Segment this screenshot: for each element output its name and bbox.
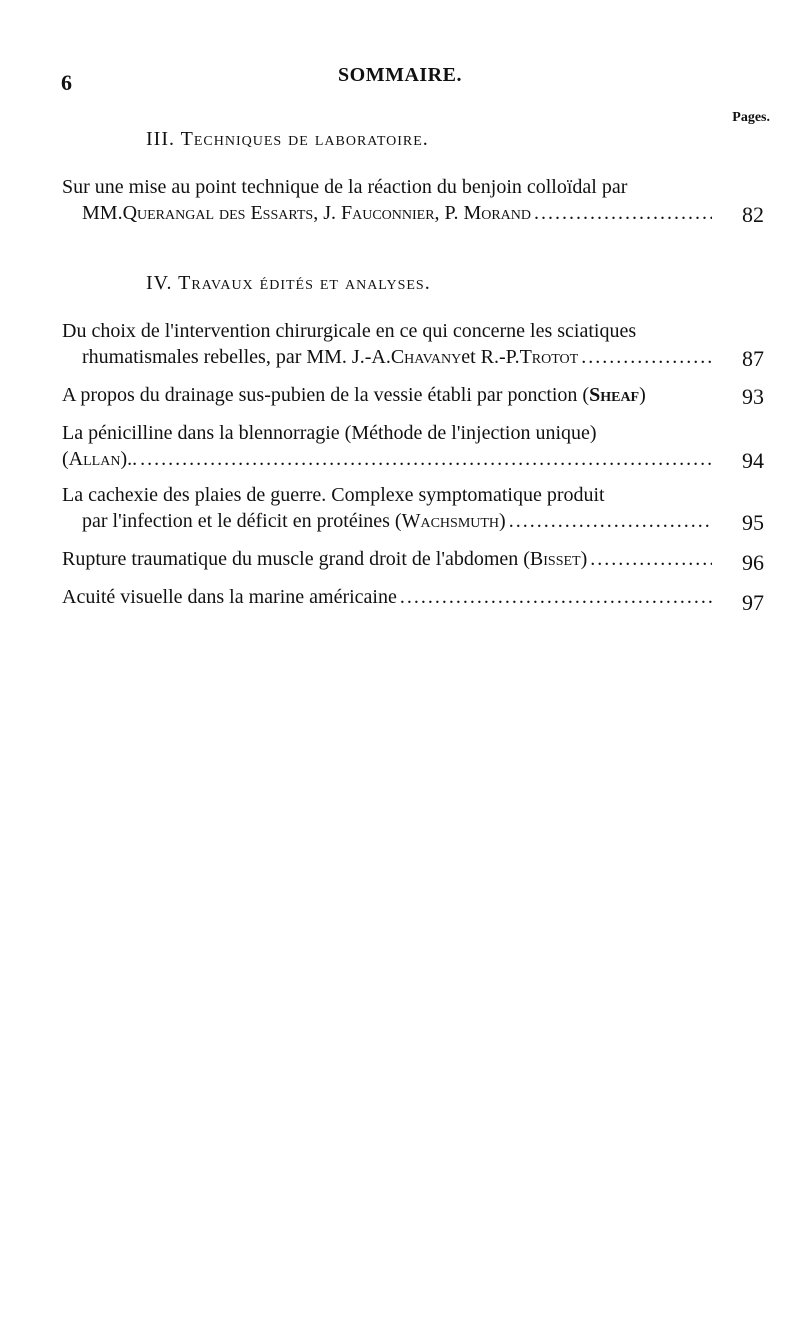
entry-author: Wachsmuth bbox=[401, 510, 500, 532]
entry-title: Sur une mise au point technique de la réaction du benjoin colloïdal par bbox=[62, 176, 628, 198]
entry-title: La pénicilline dans la blennorragie (Méthode de l'injection unique) bbox=[62, 422, 597, 444]
page-number: 6 bbox=[61, 70, 72, 95]
entry-page: 95 bbox=[742, 510, 764, 535]
entry-line bbox=[62, 508, 712, 534]
entry-line bbox=[62, 446, 712, 472]
entry-author: Trotot bbox=[519, 346, 579, 368]
toc-entry bbox=[62, 546, 712, 572]
pages-column-label: Pages. bbox=[732, 110, 770, 125]
section-title-iv: IV. Travaux édités et analyses. bbox=[146, 272, 431, 294]
entry-text: Rupture traumatique du muscle grand droit de l'abdomen ( bbox=[62, 548, 530, 570]
entry-authors: Querangal des Essarts, J. Fauconnier, P. Morand bbox=[122, 202, 532, 224]
entry-line bbox=[62, 174, 712, 200]
entry-text: ) bbox=[639, 384, 646, 406]
toc-entry bbox=[62, 482, 712, 534]
entry-page: 96 bbox=[742, 550, 764, 575]
entry-line bbox=[62, 482, 712, 508]
entry-text: A propos du drainage sus-pubien de la vessie établi par ponction ( bbox=[62, 384, 590, 406]
toc-entry bbox=[62, 420, 712, 472]
entry-text: et R.-P. bbox=[461, 346, 520, 368]
entry-text: ).. bbox=[120, 448, 138, 470]
entry-page: 97 bbox=[742, 590, 764, 615]
dot-leader bbox=[534, 200, 712, 226]
dot-leader bbox=[509, 508, 712, 534]
dot-leader bbox=[581, 344, 712, 370]
toc-entry bbox=[62, 382, 712, 408]
entry-text: ) bbox=[580, 548, 588, 570]
entry-text: par l'infection et le déficit en protéines ( bbox=[82, 510, 402, 532]
entry-page: 82 bbox=[742, 202, 764, 227]
section-title-iii: III. Techniques de laboratoire. bbox=[146, 128, 429, 150]
entry-page: 93 bbox=[742, 384, 764, 409]
entry-line bbox=[62, 546, 712, 572]
entry-text: ( bbox=[62, 448, 69, 470]
entry-author: Chavany bbox=[390, 346, 462, 368]
entry-text: rhumatismales rebelles, par MM. J.-A. bbox=[82, 346, 391, 368]
dot-leader bbox=[590, 546, 712, 572]
entry-text: ) bbox=[499, 510, 506, 532]
entry-line bbox=[62, 318, 712, 344]
running-head: SOMMAIRE. bbox=[338, 64, 462, 86]
entry-page: 87 bbox=[742, 346, 764, 371]
toc-entry bbox=[62, 174, 712, 226]
entry-text: Acuité visuelle dans la marine américaine bbox=[62, 586, 397, 608]
dot-leader bbox=[400, 584, 712, 610]
entry-line bbox=[62, 420, 712, 446]
entry-title: La cachexie des plaies de guerre. Complexe symptomatique produit bbox=[62, 484, 605, 506]
entry-line bbox=[62, 382, 712, 408]
toc-entry bbox=[62, 584, 712, 610]
toc-entry bbox=[62, 318, 712, 370]
dot-leader bbox=[140, 446, 712, 472]
entry-author: Sheaf bbox=[589, 384, 640, 406]
entry-text: MM. bbox=[82, 202, 123, 224]
entry-line bbox=[62, 200, 712, 226]
entry-line bbox=[62, 344, 712, 370]
entry-author: Allan bbox=[68, 448, 121, 470]
entry-author: Bisset bbox=[529, 548, 581, 570]
entry-line bbox=[62, 584, 712, 610]
entry-page: 94 bbox=[742, 448, 764, 473]
entry-title: Du choix de l'intervention chirurgicale en ce qui concerne les sciatiques bbox=[62, 320, 637, 342]
